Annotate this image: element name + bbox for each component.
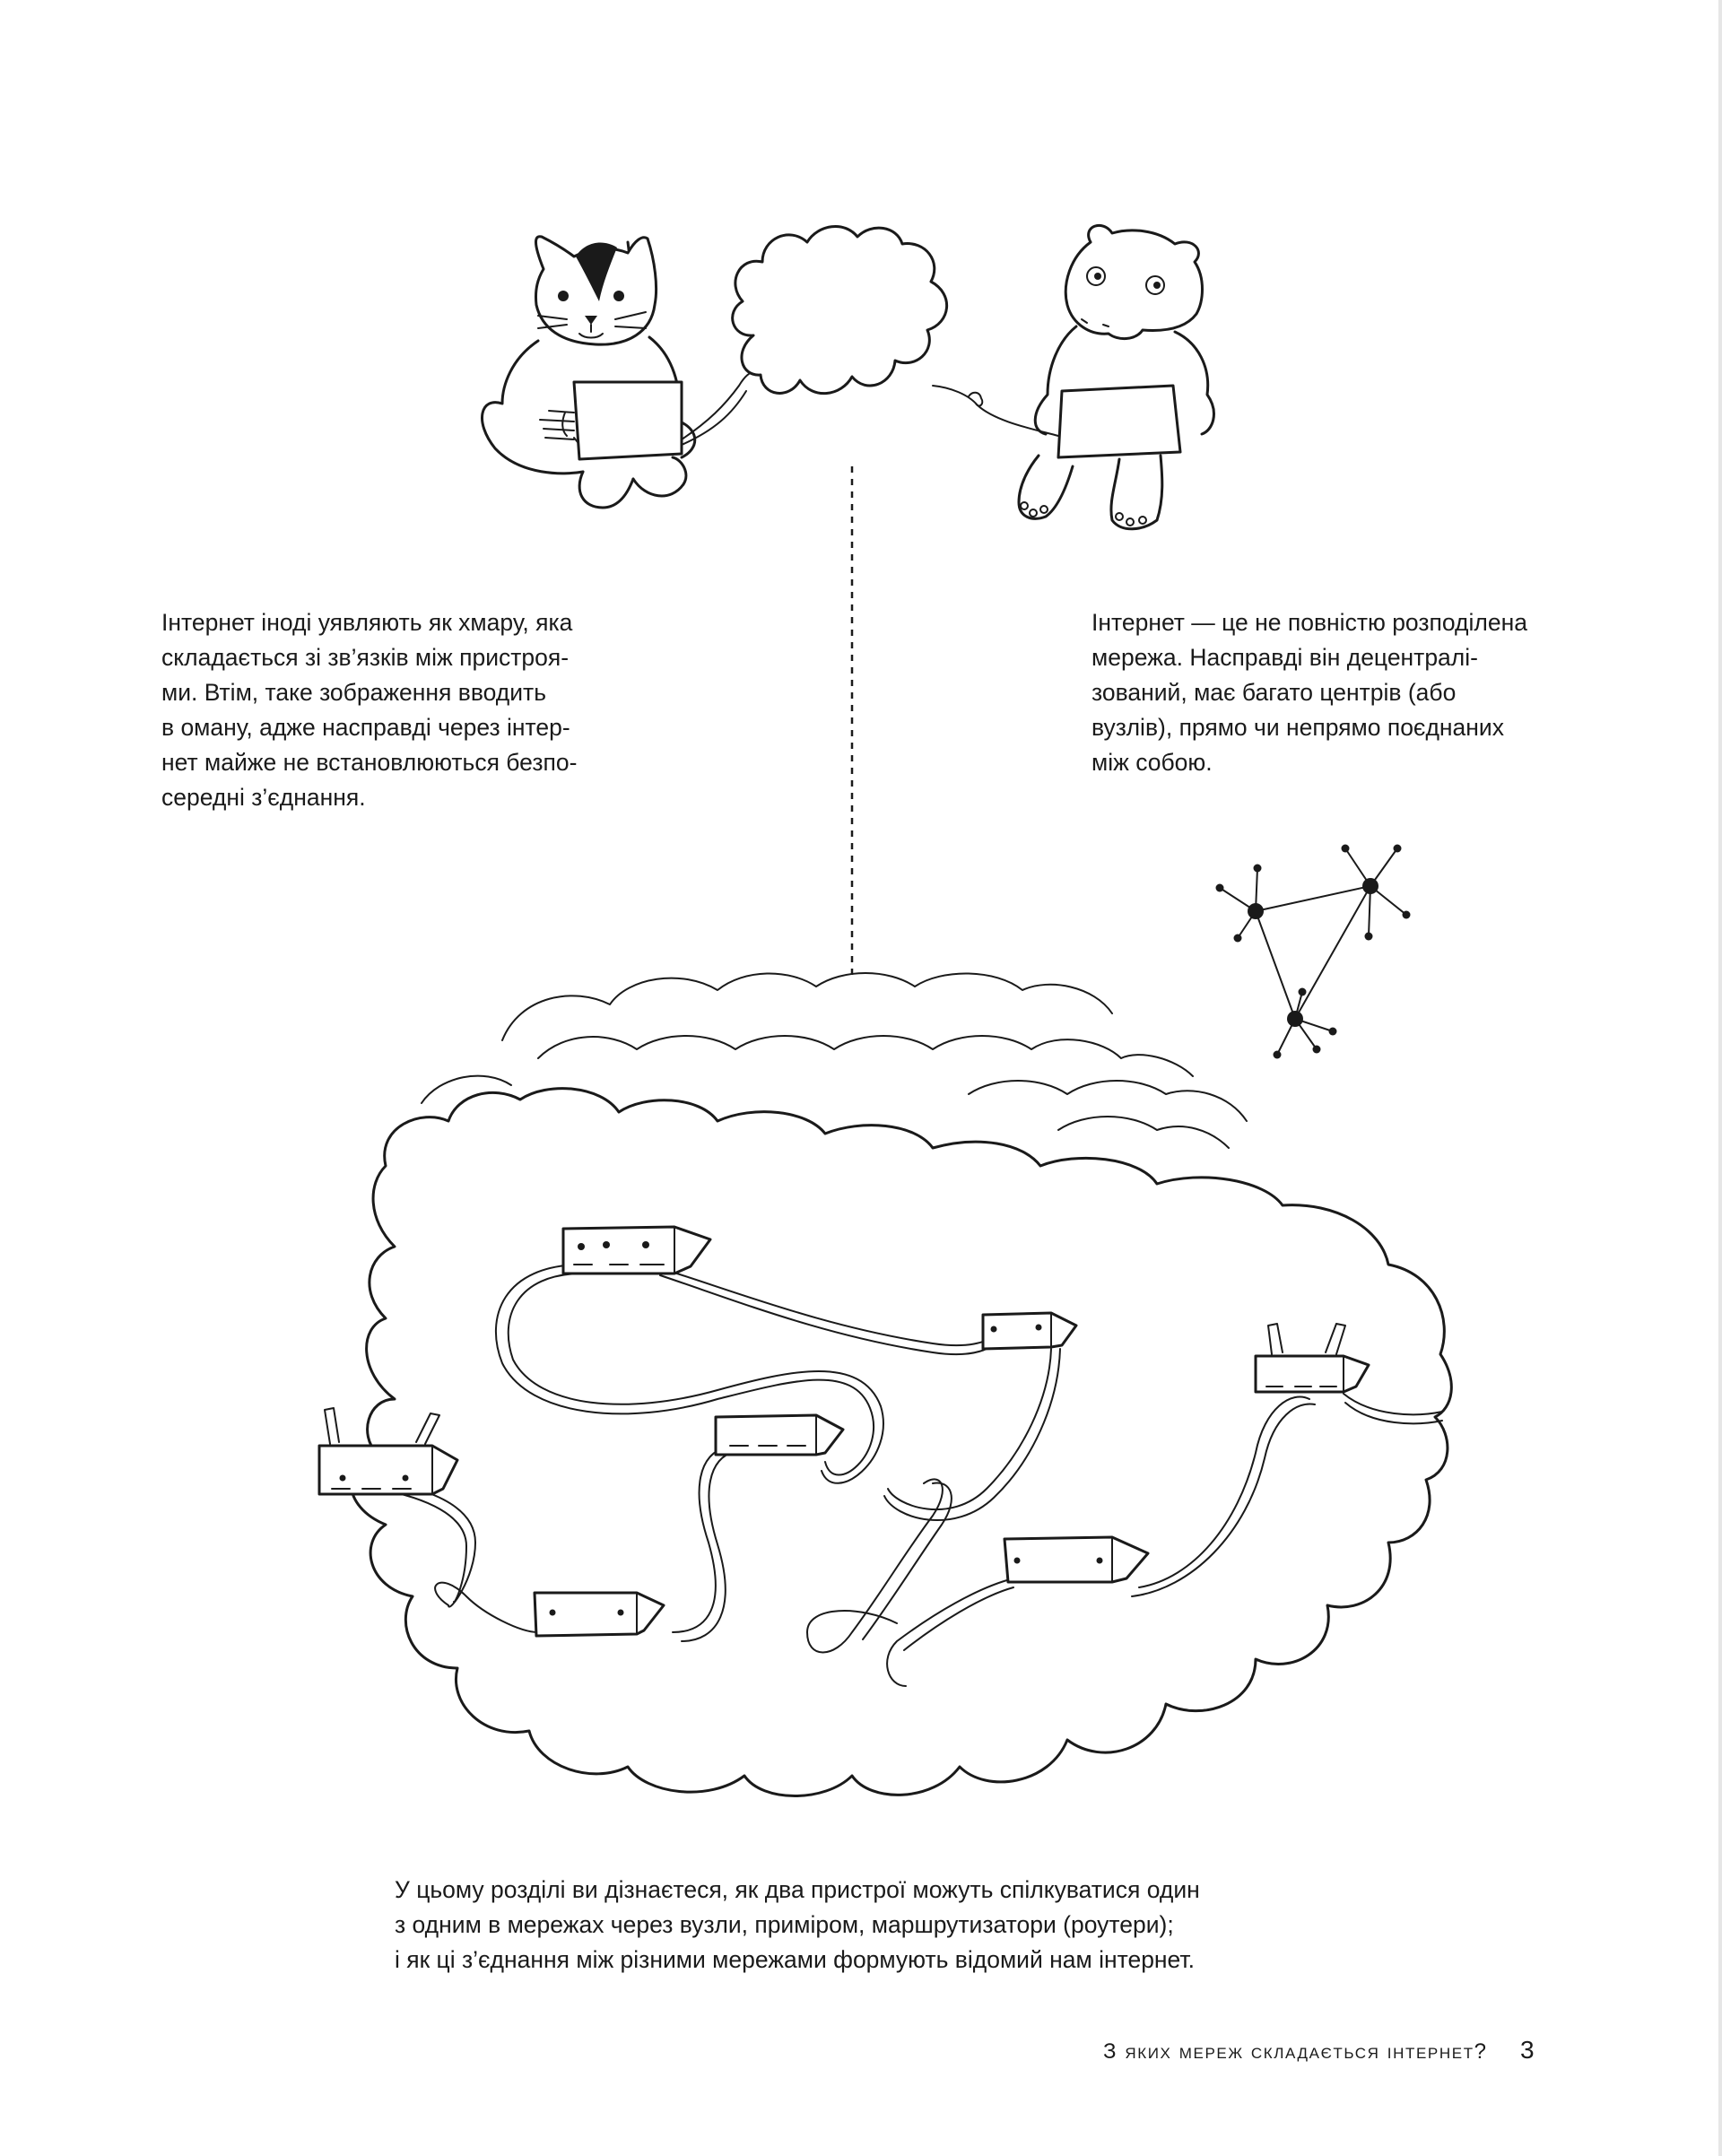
text-line: в оману, адже насправді через інтер- (161, 714, 570, 741)
text-line: Інтернет — це не повністю розподілена (1091, 609, 1527, 636)
cat-illustration (483, 237, 757, 508)
text-line: і як ці з’єднання між різними мережами формують відомий нам інтернет. (395, 1946, 1195, 1973)
text-line: Інтернет іноді уявляють як хмару, яка (161, 609, 573, 636)
page-number: 3 (1520, 2036, 1535, 2064)
text-line: складається зі зв’язків між пристроя- (161, 644, 570, 671)
text-line: середні з’єднання. (161, 784, 366, 811)
network-graph (1216, 845, 1411, 1059)
text-line: зований, має багато центрів (або (1091, 679, 1457, 706)
text-line: У цьому розділі ви дізнаєтеся, як два пристрої можуть спілкуватися один (395, 1876, 1200, 1903)
text-line: ми. Втім, таке зображення вводить (161, 679, 546, 706)
paragraph-chapter-intro (395, 1873, 1200, 1978)
text-line: з одним в мережах через вузли, приміром, маршрутизатори (роутери); (395, 1911, 1174, 1938)
small-cloud (733, 227, 947, 979)
text-line: нет майже не встановлюються безпо- (161, 749, 578, 776)
running-footer-title: З яких мереж складається інтернет? (1103, 2039, 1488, 2064)
hippo-illustration (933, 225, 1213, 528)
text-line: мережа. Насправді він децентралі- (1091, 644, 1478, 671)
text-line: між собою. (1091, 749, 1213, 776)
paragraph-decentralized (1091, 605, 1527, 780)
text-line: вузлів), прямо чи непрямо поєднаних (1091, 714, 1504, 741)
paragraph-cloud-misconception (161, 605, 577, 815)
